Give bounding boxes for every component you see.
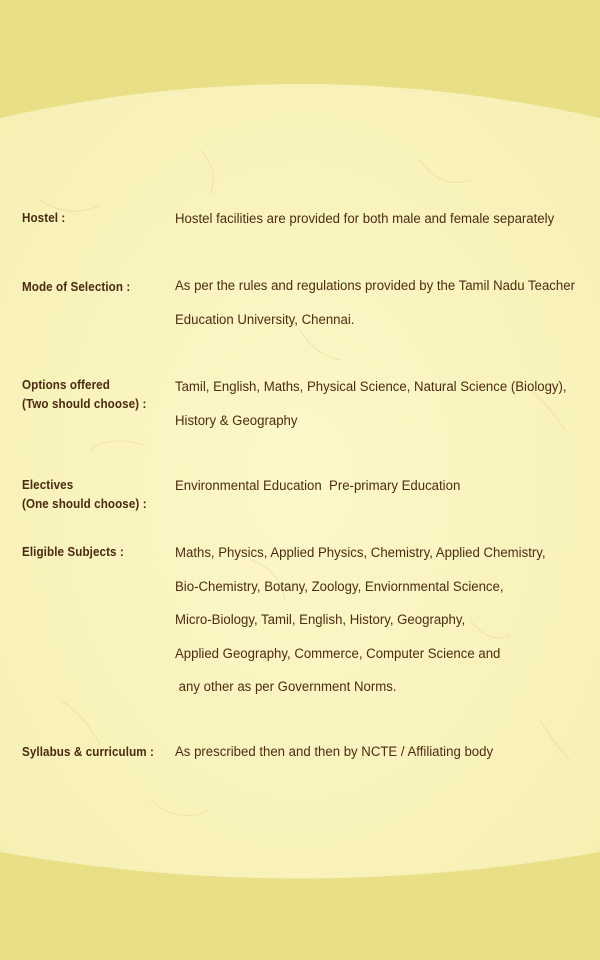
row-label (22, 743, 162, 762)
row-value-line: Micro-Biology, Tamil, English, History, Geography, (175, 612, 466, 628)
row-value (175, 537, 566, 705)
row-value-line: Applied Geography, Commerce, Computer Science and (175, 645, 501, 662)
row-label-line: Hostel : (22, 211, 66, 225)
row-value (175, 736, 566, 770)
row-value-line: As per the rules and regulations provided by the Tamil Nadu Teacher (175, 278, 575, 294)
row-label-line: (One should choose) : (22, 497, 147, 511)
row-value (175, 270, 575, 337)
row-value-line: Environmental Education Pre-primary Education (175, 478, 461, 494)
row-label (22, 476, 162, 514)
row-value-line: Bio-Chemistry, Botany, Zoology, Enviornmental Science, (175, 578, 504, 595)
row-label-line: (Two should choose) : (22, 397, 147, 411)
row-label (22, 278, 162, 297)
row-value-line: Education University, Chennai. (175, 311, 355, 328)
row-value-line: Hostel facilities are provided for both male and female separately (175, 211, 555, 227)
row-label (22, 209, 162, 228)
row-label-line: Syllabus & curriculum : (22, 745, 154, 759)
row-value-line: History & Geography (175, 412, 298, 429)
row-value (175, 203, 566, 237)
row-label-line: Electives (22, 478, 74, 492)
row-label (22, 543, 162, 562)
row-value (175, 371, 566, 438)
row-value-line: As prescribed then and then by NCTE / Affiliating body (175, 744, 494, 760)
row-label (22, 376, 162, 414)
row-label-line: Mode of Selection : (22, 280, 131, 294)
row-value-line: Maths, Physics, Applied Physics, Chemistry, Applied Chemistry, (175, 545, 546, 561)
row-value-line: Tamil, English, Maths, Physical Science, Natural Science (Biology), (175, 379, 567, 395)
row-value-line: any other as per Government Norms. (175, 679, 397, 695)
row-label-line: Options offered (22, 378, 110, 392)
row-label-line: Eligible Subjects : (22, 545, 124, 559)
row-value (175, 470, 566, 504)
